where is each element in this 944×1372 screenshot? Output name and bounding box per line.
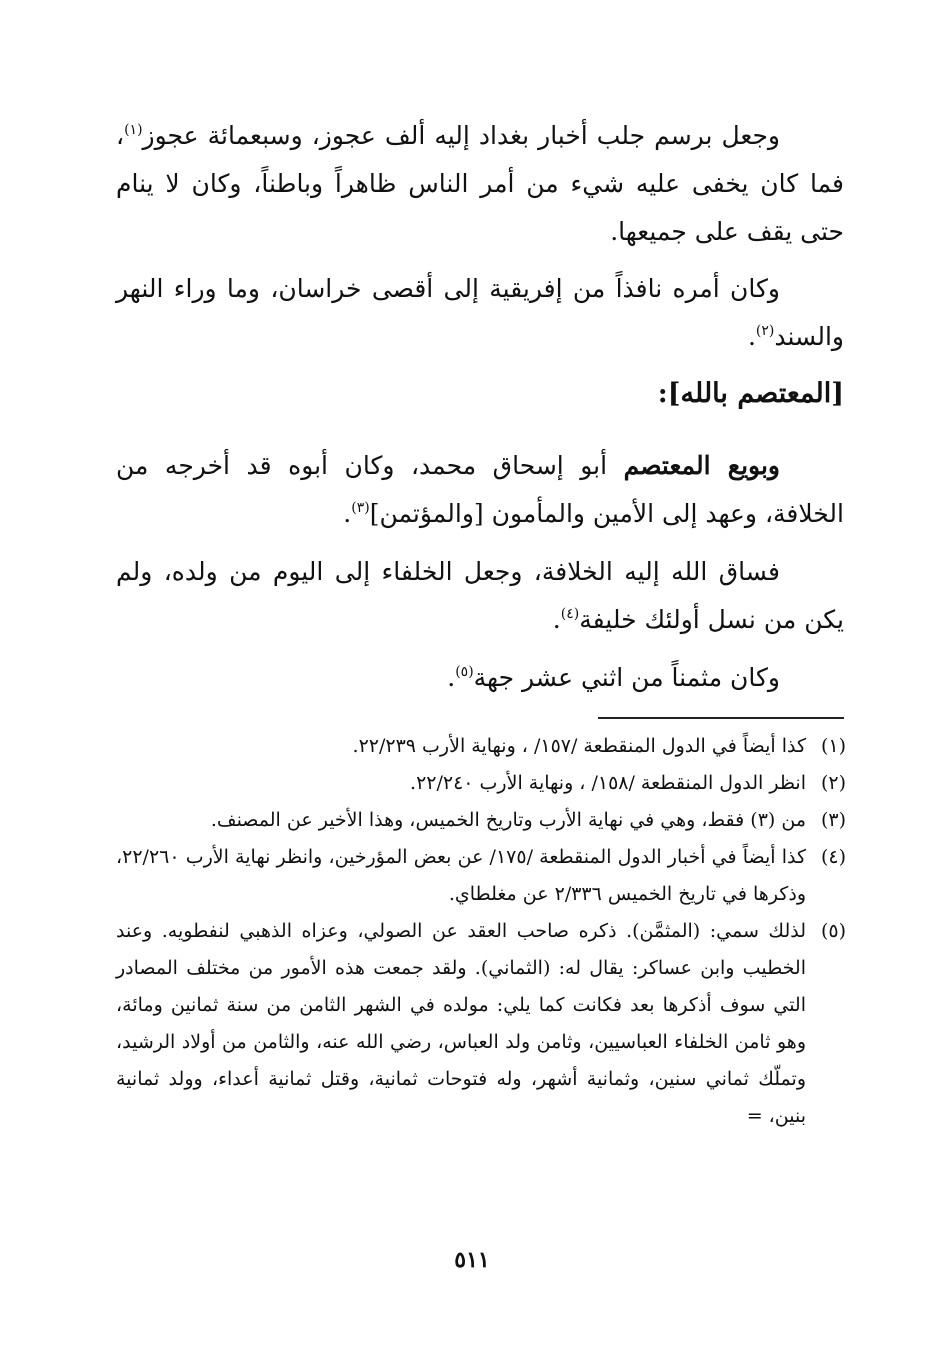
footnote-number: (٢) (820, 772, 846, 794)
footnote-ref-5[interactable]: (٥) (455, 664, 474, 680)
paragraph-4 (116, 548, 844, 644)
footnote-text: انظر الدول المنقطعة /١٥٨/ ، ونهاية الأرب ٢٢/٢٤٠. (410, 772, 806, 794)
footnote-separator (598, 717, 844, 719)
footnote-ref-3[interactable]: (٣) (351, 500, 370, 516)
footnote-number: (٤) (820, 846, 846, 868)
paragraph-5 (116, 654, 844, 702)
footnote-number: (١) (820, 735, 846, 757)
footnote-text: كذا أيضاً في أخبار الدول المنقطعة /١٧٥/ عن بعض المؤرخين، وانظر نهاية الأرب ٢٢/٢٦٠، وذكرها في تاريخ الخميس ٢/٣٣٦ عن مغلطاي. (116, 846, 807, 905)
paragraph-5-text: وكان مثمناً من اثني عشر جهة (473, 663, 780, 692)
paragraph-3-text: أبو إسحاق محمد، وكان أبوه قد أخرجه من الخلافة، وعهد إلى الأمين والمأمون [والمؤتمن] (116, 451, 844, 528)
paragraph-1-text: وجعل برسم جلب أخبار بغداد إليه ألف عجوز، وسبعمائة عجوز (142, 121, 780, 150)
paragraph-4-text: فساق الله إليه الخلافة، وجعل الخلفاء إلى اليوم من ولده، ولم يكن من نسل أولئك خليفة (116, 557, 844, 634)
footnote-text: لذلك سمي: (المثمَّن). ذكره صاحب العقد عن الصولي، وعزاه الذهبي لنفطويه. وعند الخطيب وابن عساكر: يقال له: (الثماني). ولقد جمعت هذه الأمور من مختلف المصادر التي سوف أذكرها بعد فكانت كما يلي: مولده في الشهر الثامن من سنة ثمانين ومائة، وهو ثامن الخلفاء العباسيين، وثامن ولد العباس، رضي الله عنه، والثامن من أولاد الرشيد، وتملّك ثماني سنين، وثمانية أشهر، وله فتوحات ثمانية، وقتل ثمانية أعداء، وولد ثمانية بنين، = (116, 920, 806, 1127)
footnote-text: من (٣) فقط، وهي في نهاية الأرب وتاريخ الخميس، وهذا الأخير عن المصنف. (210, 809, 806, 831)
paragraph-5-rest: . (447, 663, 456, 692)
footnote-ref-1[interactable]: (١) (124, 122, 143, 138)
paragraph-4-rest: . (552, 605, 561, 634)
paragraph-3 (116, 442, 844, 538)
paragraph-1 (116, 112, 844, 256)
footnote-item (116, 802, 846, 839)
paragraph-1-rest: ، فما كان يخفى عليه شيء من أمر الناس ظاهراً وباطناً، وكان لا ينام حتى يقف على جميعها. (116, 121, 844, 246)
section-heading: [المعتصم بالله]: (657, 378, 844, 409)
paragraph-2-text: وكان أمره نافذاً من إفريقية إلى أقصى خراسان، وما وراء النهر والسند (116, 274, 844, 351)
footnote-item (116, 913, 846, 1135)
footnote-number: (٣) (820, 809, 846, 831)
paragraph-3-lead: وبويع المعتصم (623, 451, 780, 480)
paragraph-2-rest: . (747, 322, 756, 351)
paragraph-3-rest: . (343, 499, 352, 528)
footnote-item (116, 765, 846, 802)
footnotes-section (116, 728, 846, 1135)
footnote-ref-2[interactable]: (٢) (755, 323, 775, 339)
footnote-item (116, 839, 846, 913)
footnote-text: كذا أيضاً في الدول المنقطعة /١٥٧/ ، ونهاية الأرب ٢٢/٢٣٩. (352, 735, 806, 757)
paragraph-2 (116, 265, 844, 361)
footnote-number: (٥) (820, 920, 846, 942)
footnote-item (116, 728, 846, 765)
footnote-ref-4[interactable]: (٤) (560, 606, 580, 622)
page-number: ٥١١ (454, 1247, 490, 1273)
